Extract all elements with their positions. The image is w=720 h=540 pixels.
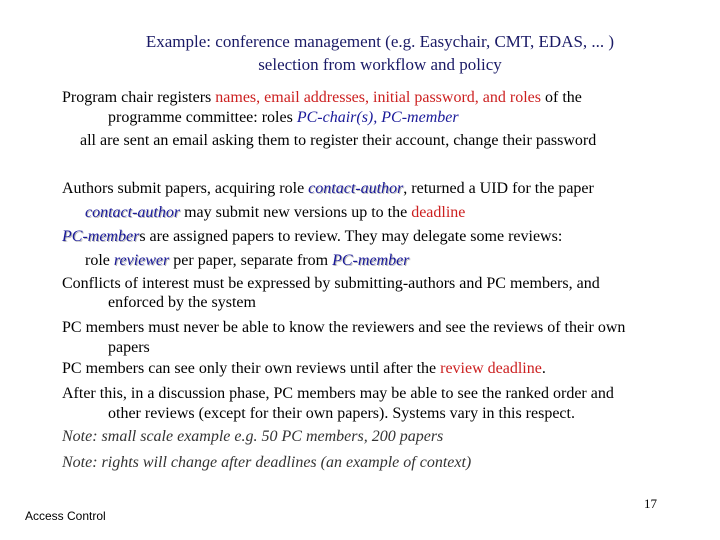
own-reviews-line	[62, 359, 546, 379]
slide-title-line2: selection from workflow and policy	[258, 55, 502, 74]
text-segment: role	[85, 252, 114, 269]
slide-title-line1: Example: conference management (e.g. Easychair, CMT, EDAS, ... )	[145, 32, 615, 51]
discussion-line1: After this, in a discussion phase, PC members may be able to see the ranked order and	[62, 385, 614, 402]
privacy-line2: papers	[108, 339, 150, 356]
text-segment: programme committee: roles	[108, 109, 297, 126]
text-segment: .	[541, 360, 546, 377]
text-segment: of the	[540, 89, 582, 106]
registered-data-highlight: names, email addresses, initial password, and roles	[215, 89, 541, 106]
text-segment: , returned a UID for the paper	[403, 180, 594, 197]
role-reviewer: reviewer	[113, 252, 170, 269]
conflicts-line1: Conflicts of interest must be expressed by submitting-authors and PC members, and	[62, 275, 600, 292]
text-segment: s are assigned papers to review. They may delegate some reviews:	[139, 228, 563, 245]
role-contact-author: contact-author	[85, 204, 181, 221]
role-pc-member: PC-member	[332, 252, 410, 269]
note-scale: Note: small scale example e.g. 50 PC members, 200 papers	[62, 428, 444, 445]
registration-line2	[108, 108, 459, 128]
footer-label: Access Control	[25, 509, 106, 523]
text-segment: PC members can see only their own reviews until after the	[62, 360, 441, 377]
authors-line1	[62, 179, 594, 199]
registration-line3: all are sent an email asking them to register their account, change their password	[80, 132, 597, 149]
roles-highlight: PC-chair(s), PC-member	[296, 109, 459, 126]
discussion-line2: other reviews (except for their own papers). Systems vary in this respect.	[108, 405, 575, 422]
text-segment: Authors submit papers, acquiring role	[62, 180, 309, 197]
role-pc-member: PC-member	[62, 228, 140, 245]
registration-line1	[62, 88, 582, 108]
authors-line2	[85, 203, 465, 223]
deadline-highlight: deadline	[411, 204, 466, 221]
text-segment: may submit new versions up to the	[180, 204, 412, 221]
text-segment: Program chair registers	[62, 89, 216, 106]
pc-members-line	[62, 227, 562, 247]
reviewer-role-line	[85, 251, 409, 271]
slide-title	[0, 30, 720, 76]
conflicts-line2: enforced by the system	[108, 294, 256, 311]
role-contact-author: contact-author	[308, 180, 404, 197]
page-number: 17	[644, 496, 657, 511]
note-context: Note: rights will change after deadlines (an example of context)	[62, 454, 472, 471]
privacy-line1: PC members must never be able to know the reviewers and see the reviews of their own	[62, 319, 626, 336]
text-segment: per paper, separate from	[169, 252, 333, 269]
review-deadline-highlight: review deadline	[440, 360, 542, 377]
